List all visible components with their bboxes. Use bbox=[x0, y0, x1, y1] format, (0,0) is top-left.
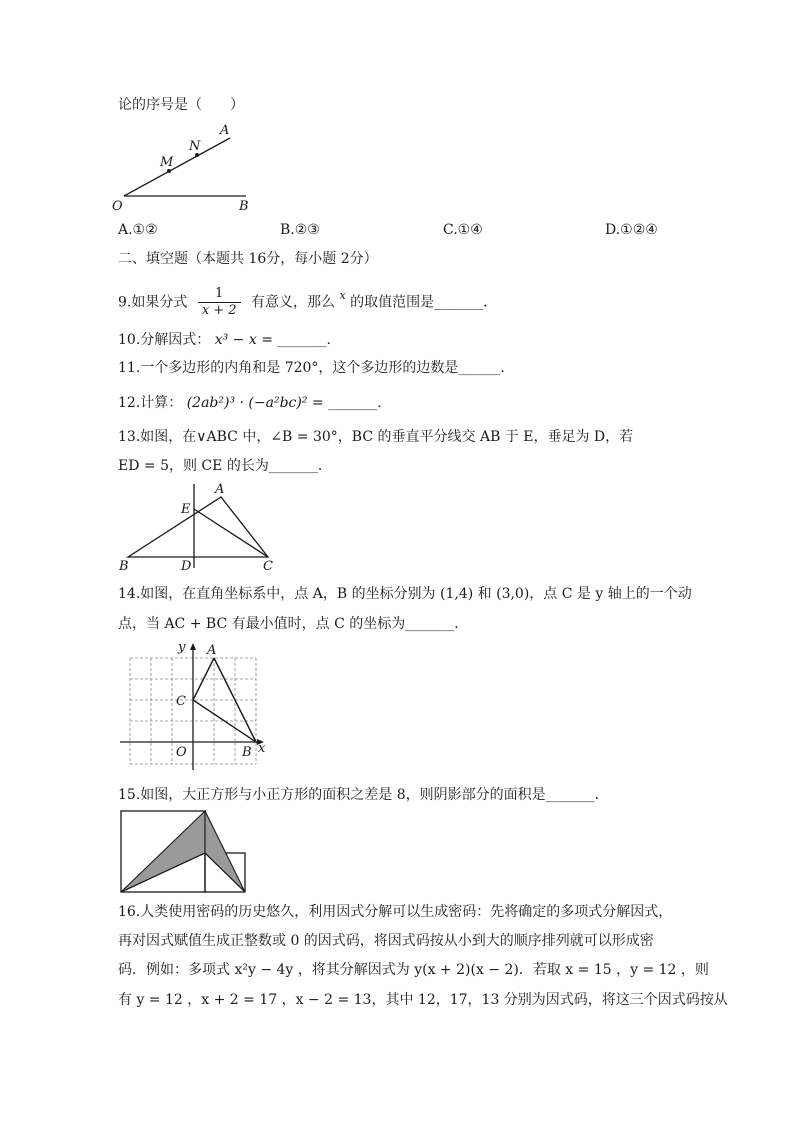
q14-coordinate-figure bbox=[118, 640, 278, 770]
q13-label-D: D bbox=[181, 559, 192, 574]
q12-expr: (2ab²)³ · (−a²bc)² = _______． bbox=[186, 395, 392, 411]
q16-line-2: 再对因式赋值生成正整数或 0 的因式码，将因式码按从小到大的顺序排列就可以形成密 bbox=[118, 933, 654, 949]
q8-label-N: N bbox=[189, 139, 201, 154]
q13-label-A: A bbox=[215, 482, 225, 497]
q10-expr: x³ − x = _______． bbox=[214, 332, 341, 348]
q9-tail: 的取值范围是_______． bbox=[350, 294, 498, 311]
q8-option-b: B.②③ bbox=[280, 222, 320, 238]
q8-option-d: D.①②④ bbox=[605, 222, 658, 238]
q9-denominator: x + 2 bbox=[201, 303, 237, 318]
q8-option-a: A.①② bbox=[118, 222, 158, 238]
q14-line-2: 点，当 AC + BC 有最小值时，点 C 的坐标为_______． bbox=[118, 616, 469, 632]
q8-angle-figure bbox=[110, 118, 270, 213]
q14-line-1: 14.如图，在直角坐标系中，点 A，B 的坐标分别为 (1,4) 和 (3,0)，点 C 是 y 轴上的一个动 bbox=[118, 586, 692, 602]
q8-label-O: O bbox=[112, 199, 123, 214]
section-2-heading: 二、填空题（本题共 16分，每小题 2分） bbox=[118, 251, 378, 267]
q15-squares-figure bbox=[118, 808, 253, 896]
q13-label-E: E bbox=[181, 502, 191, 517]
q13-triangle-figure bbox=[115, 482, 285, 574]
q15-line: 15.如图，大正方形与小正方形的面积之差是 8，则阴影部分的面积是_______． bbox=[118, 787, 609, 803]
q9-fraction bbox=[198, 286, 241, 319]
q8-label-M: M bbox=[160, 155, 174, 170]
q13-line-2: ED = 5，则 CE 的长为_______． bbox=[118, 458, 332, 474]
q16-line-1: 16.人类使用密码的历史悠久，利用因式分解可以生成密码：先将确定的多项式分解因式， bbox=[118, 904, 673, 920]
q14-label-y: y bbox=[178, 640, 186, 655]
q14-label-A: A bbox=[207, 643, 217, 658]
q12-line bbox=[118, 393, 391, 413]
q8-stem-end: 论的序号是（ ） bbox=[118, 97, 244, 113]
q10-line bbox=[118, 330, 340, 350]
q14-label-C: C bbox=[176, 694, 186, 709]
q10-prefix: 10.分解因式： bbox=[118, 332, 211, 348]
q11-line: 11.一个多边形的内角和是 720°，这个多边形的边数是______． bbox=[118, 360, 515, 376]
q14-label-O: O bbox=[176, 745, 187, 760]
q14-label-B: B bbox=[242, 745, 252, 760]
q14-label-x: x bbox=[258, 741, 266, 756]
q13-line-1: 13.如图，在∨ABC 中，∠B = 30°，BC 的垂直平分线交 AB 于 E，垂足为 D，若 bbox=[118, 429, 634, 445]
q13-label-B: B bbox=[119, 559, 129, 574]
q9-prefix: 9.如果分式 bbox=[118, 294, 188, 311]
q8-label-B: B bbox=[239, 199, 249, 214]
q12-prefix: 12.计算： bbox=[118, 395, 183, 411]
q9-line bbox=[118, 286, 497, 319]
q9-suffix: 有意义，那么 bbox=[251, 294, 336, 311]
q8-label-A: A bbox=[220, 123, 230, 138]
q13-label-C: C bbox=[263, 559, 273, 574]
q9-var: x bbox=[339, 289, 346, 302]
q9-numerator: 1 bbox=[198, 286, 241, 303]
q8-option-c: C.①④ bbox=[443, 222, 483, 238]
q16-line-3: 码．例如：多项式 x²y − 4y ，将其分解因式为 y(x + 2)(x − 2)．若取 x = 15 ，y = 12 ，则 bbox=[118, 962, 709, 978]
q16-line-4: 有 y = 12 ，x + 2 = 17 ，x − 2 = 13，其中 12，17，13 分别为因式码，将这三个因式码按从 bbox=[118, 992, 728, 1008]
